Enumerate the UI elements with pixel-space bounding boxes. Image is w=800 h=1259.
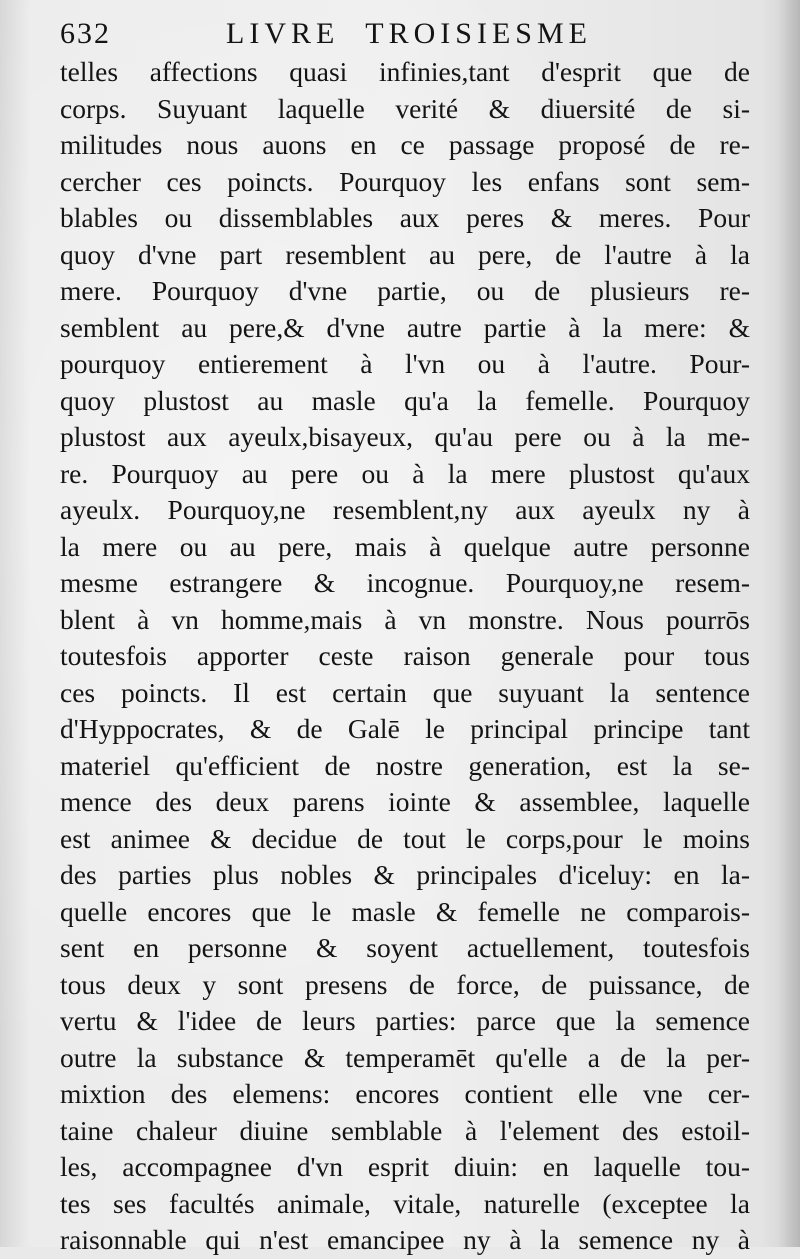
text-line: des parties plus nobles & principales d'iceluy: en la-	[60, 859, 750, 890]
text-line: vertu & l'idee de leurs parties: parce que la semence	[60, 1005, 750, 1036]
text-line: quoy d'vne part resemblent au pere, de l'autre à la	[60, 238, 750, 270]
text-line: semblent au pere,& d'vne autre partie à la mere: &	[60, 311, 750, 343]
text-line: tous deux y sont presens de force, de puissance, de	[60, 968, 750, 1000]
text-line: toutesfois apporter ceste raison generale pour tous	[60, 640, 750, 671]
text-line: ayeulx. Pourquoy,ne resemblent,ny aux ayeulx ny à	[60, 494, 750, 525]
text-line: d'Hyppocrates, & de Galē le principal principe tant	[60, 713, 750, 744]
running-title: LIVRE TROISIESME	[226, 17, 592, 50]
text-line: blables ou dissemblables aux peres & meres. Pour	[60, 202, 750, 233]
text-line: quelle encores que le masle & femelle ne comparois-	[60, 895, 750, 927]
text-line: sent en personne & soyent actuellement, toutesfois	[60, 932, 750, 963]
body-text	[60, 54, 750, 1259]
text-line: militudes nous auons en ce passage proposé de re-	[60, 129, 750, 160]
text-line: corps. Suyuant laquelle verité & diuersité de si-	[60, 92, 750, 124]
text-line: quoy plustost au masle qu'a la femelle. Pourquoy	[60, 384, 750, 416]
text-line: materiel qu'efficient de nostre generation, est la se-	[60, 749, 750, 781]
text-line: la mere ou au pere, mais à quelque autre personne	[60, 530, 750, 562]
page-edge-shadow	[778, 0, 800, 1247]
text-line: mesme estrangere & incognue. Pourquoy,ne resem-	[60, 567, 750, 598]
text-line: re. Pourquoy au pere ou à la mere plustost qu'aux	[60, 457, 750, 489]
text-line: les, accompagnee d'vn esprit diuin: en laquelle tou-	[60, 1151, 750, 1182]
text-line: mence des deux parens iointe & assemblee, laquelle	[60, 786, 750, 817]
text-line: ces poincts. Il est certain que suyuant la sentence	[60, 676, 750, 708]
text-line: pourquoy entierement à l'vn ou à l'autre. Pour-	[60, 348, 750, 379]
running-head	[60, 14, 700, 54]
text-line: mixtion des elemens: encores contient elle vne cer-	[60, 1078, 750, 1109]
text-line: outre la substance & temperamēt qu'elle a de la per-	[60, 1041, 750, 1073]
text-line: plustost aux ayeulx,bisayeux, qu'au pere ou à la me-	[60, 421, 750, 452]
text-line: blent à vn homme,mais à vn monstre. Nous pourrōs	[60, 603, 750, 635]
text-line: tes ses facultés animale, vitale, naturelle (exceptee la	[60, 1187, 750, 1219]
page-number: 632	[60, 17, 111, 50]
text-line: cercher ces poincts. Pourquoy les enfans sont sem-	[60, 165, 750, 197]
text-line: est animee & decidue de tout le corps,pour le moins	[60, 822, 750, 854]
text-line: telles affections quasi infinies,tant d'esprit que de	[60, 56, 750, 87]
text-line: raisonnable qui n'est emancipee ny à la semence ny à	[60, 1224, 750, 1255]
text-line: taine chaleur diuine semblable à l'element des estoil-	[60, 1114, 750, 1146]
text-line: mere. Pourquoy d'vne partie, ou de plusieurs re-	[60, 275, 750, 306]
